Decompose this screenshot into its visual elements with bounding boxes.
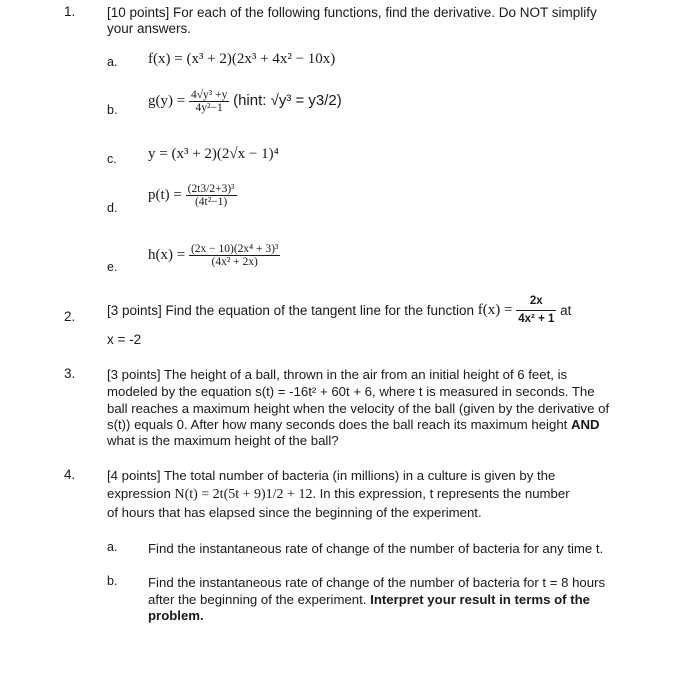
q2-at: at (560, 303, 572, 318)
q2-fraction (516, 293, 556, 328)
q1e-fraction (189, 243, 281, 268)
q4b-label: b. (107, 574, 118, 588)
q1b-denominator: 4y²−1 (189, 101, 229, 114)
q1e-label: e. (107, 260, 118, 274)
q1b-lhs: g(y) = (148, 92, 186, 109)
q1d-function (148, 183, 237, 208)
q4-number: 4. (64, 467, 76, 482)
q3-and-bold: AND (571, 417, 600, 432)
q1-number: 1. (64, 4, 76, 19)
q4-line1: [4 points] The total number of bacteria (in millions) in a culture is given by the (107, 468, 556, 483)
q1b-numerator: 4√y³ +y (190, 89, 228, 101)
q1a-function: f(x) = (x³ + 2)(2x³ + 4x² − 10x) (148, 51, 336, 67)
q2-line2: x = -2 (107, 332, 142, 347)
q4a-label: a. (107, 540, 118, 554)
q4-line3: of hours that has elapsed since the beginning of the experiment. (107, 505, 482, 520)
q3-line1: [3 points] The height of a ball, thrown in the air from an initial height of 6 feet, is (107, 367, 568, 382)
q1e-function (148, 243, 280, 268)
q1b-label: b. (107, 103, 118, 117)
q1e-denominator: (4x² + 2x) (189, 255, 281, 268)
q4-line2-pre: expression (107, 486, 171, 501)
q4b-line2 (148, 591, 590, 608)
q1d-denominator: (4t²−1) (186, 195, 237, 208)
q4-line2-post: In this expression, t represents the number (319, 486, 570, 501)
q2-numerator: 2x (529, 295, 543, 307)
q3-line4-text: s(t)) equals 0. After how many seconds does the ball reach its maximum height (107, 417, 568, 432)
q1b-fraction (189, 89, 229, 114)
q1-text-line2: your answers. (107, 21, 192, 36)
q1a-label: a. (107, 55, 118, 69)
q1b-function (148, 89, 342, 114)
q4-line2-math: N(t) = 2t(5t + 9)1/2 + 12. (174, 487, 316, 502)
q1d-fraction (186, 183, 237, 208)
q1e-lhs: h(x) = (148, 246, 186, 263)
q4a-text: Find the instantaneous rate of change of the number of bacteria for any time t. (148, 541, 604, 556)
q2-line1 (107, 293, 571, 328)
q2-number: 2. (64, 309, 76, 324)
q4-line2 (107, 485, 570, 503)
q3-line5: what is the maximum height of the ball? (107, 433, 339, 448)
q2-lhs: f(x) = (477, 302, 513, 318)
q4b-line2-text: after the beginning of the experiment. (148, 592, 367, 607)
q2-text: [3 points] Find the equation of the tangent line for the function (107, 303, 475, 318)
q1d-label: d. (107, 201, 118, 215)
q3-line3: ball reaches a maximum height when the velocity of the ball (given by the derivative of (107, 401, 610, 416)
q1c-function: y = (x³ + 2)(2√x − 1)⁴ (148, 146, 279, 162)
q2-denominator: 4x² + 1 (516, 310, 556, 328)
q1e-numerator: (2x − 10)(2x⁴ + 3)³ (190, 243, 279, 255)
q3-line2: modeled by the equation s(t) = -16t² + 60t + 6, where t is measured in seconds. The (107, 384, 595, 399)
q1d-lhs: p(t) = (148, 186, 182, 203)
q1b-hint: (hint: √y³ = y3/2) (233, 91, 342, 109)
q4b-bold-text: Interpret your result in terms of the (370, 592, 590, 607)
q1d-numerator: (2t3/2+3)³ (187, 183, 235, 195)
q4b-line3: problem. (148, 608, 204, 623)
q3-line4 (107, 416, 600, 433)
q4b-line1: Find the instantaneous rate of change of the number of bacteria for t = 8 hours (148, 575, 606, 590)
q1c-label: c. (107, 152, 117, 166)
q1-text-line1: [10 points] For each of the following functions, find the derivative. Do NOT simplify (107, 5, 597, 20)
q3-number: 3. (64, 366, 76, 381)
